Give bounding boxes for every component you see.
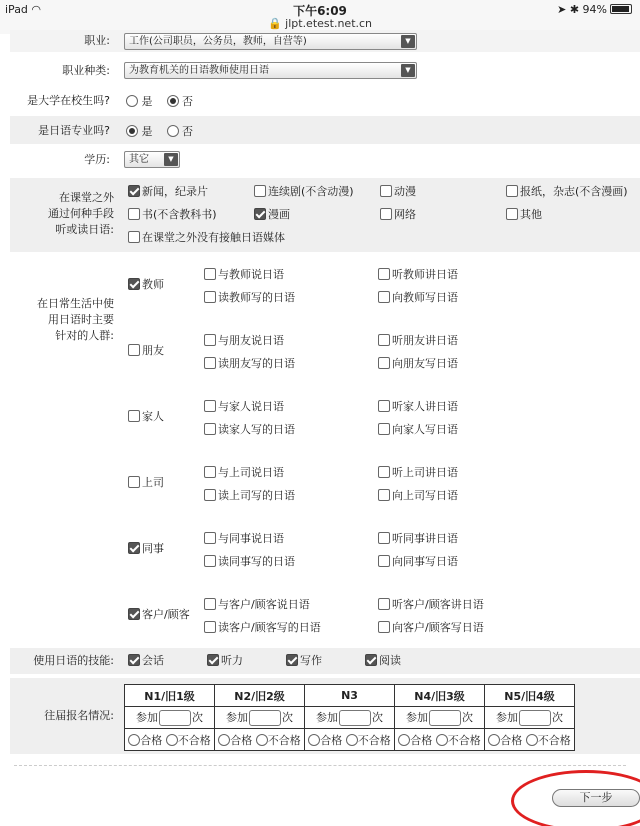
checkbox bbox=[128, 278, 140, 290]
chevron-down-icon: ▼ bbox=[401, 64, 415, 77]
occupation-type-label: 职业种类: bbox=[62, 64, 110, 77]
pass-radio[interactable] bbox=[488, 734, 500, 746]
attempt-count-input[interactable] bbox=[429, 710, 461, 726]
people-option-checkbox[interactable]: 与客户/顾客说日语 bbox=[204, 598, 310, 612]
media-option[interactable]: 动漫 bbox=[380, 185, 416, 199]
level-header: N3 bbox=[305, 685, 395, 707]
attempt-cell: 参加 次 bbox=[395, 707, 485, 729]
checkbox bbox=[506, 208, 518, 220]
pass-radio[interactable] bbox=[218, 734, 230, 746]
attempt-cell: 参加 次 bbox=[215, 707, 305, 729]
people-option-checkbox[interactable]: 听同事讲日语 bbox=[378, 532, 458, 546]
major-yes-radio[interactable] bbox=[126, 125, 138, 137]
people-row bbox=[10, 254, 640, 644]
chevron-down-icon: ▼ bbox=[164, 153, 178, 166]
attempt-count-input[interactable] bbox=[519, 710, 551, 726]
battery-icon bbox=[610, 4, 632, 14]
attempt-cell: 参加 次 bbox=[485, 707, 575, 729]
checkbox bbox=[378, 598, 390, 610]
people-group-checkbox[interactable]: 同事 bbox=[128, 542, 164, 556]
people-option-checkbox[interactable]: 读同事写的日语 bbox=[204, 555, 295, 569]
media-option[interactable]: 网络 bbox=[380, 208, 416, 222]
result-cell: 合格 不合格 bbox=[485, 729, 575, 751]
student-no-radio[interactable] bbox=[167, 95, 179, 107]
people-option-checkbox[interactable]: 读家人写的日语 bbox=[204, 423, 295, 437]
people-option-checkbox[interactable]: 读客户/顾客写的日语 bbox=[204, 621, 321, 635]
checkbox bbox=[128, 185, 140, 197]
checkbox bbox=[380, 185, 392, 197]
people-option-checkbox[interactable]: 与同事说日语 bbox=[204, 532, 284, 546]
media-row bbox=[10, 178, 640, 252]
major-label: 是日语专业吗? bbox=[38, 124, 110, 137]
people-option-checkbox[interactable]: 向教师写日语 bbox=[378, 291, 458, 305]
media-option[interactable]: 其他 bbox=[506, 208, 542, 222]
people-option-checkbox[interactable]: 听教师讲日语 bbox=[378, 268, 458, 282]
people-group-checkbox[interactable]: 上司 bbox=[128, 476, 164, 490]
result-cell: 合格 不合格 bbox=[395, 729, 485, 751]
checkbox bbox=[204, 555, 216, 567]
people-group-checkbox[interactable]: 客户/顾客 bbox=[128, 608, 190, 622]
checkbox bbox=[365, 654, 377, 666]
checkbox bbox=[378, 532, 390, 544]
people-option-checkbox[interactable]: 读上司写的日语 bbox=[204, 489, 295, 503]
student-label: 是大学在校生吗? bbox=[27, 94, 110, 107]
highlight-circle bbox=[511, 770, 640, 826]
checkbox bbox=[378, 268, 390, 280]
level-header: N2/旧2级 bbox=[215, 685, 305, 707]
pass-radio[interactable] bbox=[308, 734, 320, 746]
education-row bbox=[10, 146, 640, 174]
people-option-checkbox[interactable]: 读朋友写的日语 bbox=[204, 357, 295, 371]
people-option-checkbox[interactable]: 向客户/顾客写日语 bbox=[378, 621, 484, 635]
fail-radio[interactable] bbox=[256, 734, 268, 746]
skill-option[interactable]: 写作 bbox=[286, 654, 322, 668]
clock: 下午6:09 bbox=[293, 4, 347, 18]
people-option-checkbox[interactable]: 与教师说日语 bbox=[204, 268, 284, 282]
media-option[interactable]: 连续剧(不含动漫) bbox=[254, 185, 354, 199]
media-option[interactable]: 报纸，杂志(不含漫画) bbox=[506, 185, 628, 199]
checkbox bbox=[254, 208, 266, 220]
skill-option[interactable]: 会话 bbox=[128, 654, 164, 668]
checkbox bbox=[204, 423, 216, 435]
people-option-checkbox[interactable]: 听家人讲日语 bbox=[378, 400, 458, 414]
fail-radio[interactable] bbox=[526, 734, 538, 746]
checkbox bbox=[128, 608, 140, 620]
checkbox bbox=[204, 532, 216, 544]
attempt-count-input[interactable] bbox=[159, 710, 191, 726]
checkbox bbox=[254, 185, 266, 197]
fail-radio[interactable] bbox=[346, 734, 358, 746]
people-group-checkbox[interactable]: 家人 bbox=[128, 410, 164, 424]
people-group-checkbox[interactable]: 教师 bbox=[128, 278, 164, 292]
status-bar bbox=[0, 0, 640, 34]
people-option-checkbox[interactable]: 向同事写日语 bbox=[378, 555, 458, 569]
people-option-checkbox[interactable]: 听上司讲日语 bbox=[378, 466, 458, 480]
address-bar[interactable]: 🔒 jlpt.etest.net.cn bbox=[267, 17, 373, 30]
checkbox bbox=[204, 400, 216, 412]
checkbox bbox=[128, 208, 140, 220]
checkbox bbox=[128, 654, 140, 666]
people-option-checkbox[interactable]: 向朋友写日语 bbox=[378, 357, 458, 371]
occupation-type-select[interactable]: 为教育机关的日语教师使用日语 ▼ bbox=[124, 62, 417, 79]
student-yes-radio[interactable] bbox=[126, 95, 138, 107]
pass-radio[interactable] bbox=[398, 734, 410, 746]
device-label: iPad ◠ bbox=[5, 3, 42, 16]
history-table bbox=[124, 684, 575, 751]
major-row: 是日语专业吗? 是 否 bbox=[10, 116, 640, 144]
skills-row bbox=[10, 648, 640, 674]
checkbox bbox=[286, 654, 298, 666]
people-option-checkbox[interactable]: 与家人说日语 bbox=[204, 400, 284, 414]
checkbox bbox=[204, 334, 216, 346]
checkbox bbox=[204, 268, 216, 280]
battery-indicator: ➤ ✱ 94% bbox=[557, 3, 632, 16]
people-option-checkbox[interactable]: 读教师写的日语 bbox=[204, 291, 295, 305]
media-option[interactable]: 在课堂之外没有接触日语媒体 bbox=[128, 231, 285, 245]
people-label: 在日常生活中使 用日语时主要 针对的人群: bbox=[37, 297, 114, 342]
level-header: N4/旧3级 bbox=[395, 685, 485, 707]
attempt-cell: 参加 次 bbox=[125, 707, 215, 729]
checkbox bbox=[128, 231, 140, 243]
checkbox bbox=[506, 185, 518, 197]
checkbox bbox=[128, 476, 140, 488]
media-option[interactable]: 新闻，纪录片 bbox=[128, 185, 208, 199]
checkbox bbox=[204, 621, 216, 633]
attempt-count-input[interactable] bbox=[339, 710, 371, 726]
skill-option[interactable]: 阅读 bbox=[365, 654, 401, 668]
checkbox bbox=[378, 489, 390, 501]
bluetooth-icon: ✱ bbox=[569, 3, 580, 16]
checkbox bbox=[380, 208, 392, 220]
checkbox bbox=[378, 466, 390, 478]
checkbox bbox=[378, 621, 390, 633]
student-row: 是大学在校生吗? 是 否 bbox=[10, 88, 640, 114]
skill-option[interactable]: 听力 bbox=[207, 654, 243, 668]
chevron-down-icon: ▼ bbox=[401, 35, 415, 48]
next-button[interactable]: 下一步 bbox=[552, 789, 640, 807]
divider bbox=[14, 765, 626, 766]
people-group-checkbox[interactable]: 朋友 bbox=[128, 344, 164, 358]
level-header: N1/旧1级 bbox=[125, 685, 215, 707]
attempt-count-input[interactable] bbox=[249, 710, 281, 726]
checkbox bbox=[204, 357, 216, 369]
checkbox bbox=[378, 334, 390, 346]
checkbox bbox=[378, 357, 390, 369]
checkbox bbox=[204, 291, 216, 303]
media-option[interactable]: 漫画 bbox=[254, 208, 290, 222]
history-label: 往届报名情况: bbox=[44, 709, 114, 722]
result-cell: 合格 不合格 bbox=[215, 729, 305, 751]
skills-label: 使用日语的技能: bbox=[33, 654, 114, 667]
checkbox bbox=[204, 466, 216, 478]
checkbox bbox=[378, 400, 390, 412]
checkbox bbox=[204, 598, 216, 610]
people-option-checkbox[interactable]: 听朋友讲日语 bbox=[378, 334, 458, 348]
checkbox bbox=[378, 291, 390, 303]
occupation-type-row bbox=[10, 56, 640, 84]
occupation-row bbox=[10, 30, 640, 52]
fail-radio[interactable] bbox=[166, 734, 178, 746]
wifi-icon: ◠ bbox=[31, 3, 42, 16]
result-cell: 合格 不合格 bbox=[305, 729, 395, 751]
checkbox bbox=[128, 542, 140, 554]
people-option-checkbox[interactable]: 与上司说日语 bbox=[204, 466, 284, 480]
checkbox bbox=[378, 423, 390, 435]
attempt-cell: 参加 次 bbox=[305, 707, 395, 729]
checkbox bbox=[128, 344, 140, 356]
education-select[interactable]: 其它 ▼ bbox=[124, 151, 180, 168]
checkbox bbox=[128, 410, 140, 422]
level-header: N5/旧4级 bbox=[485, 685, 575, 707]
people-option-checkbox[interactable]: 向家人写日语 bbox=[378, 423, 458, 437]
people-option-checkbox[interactable]: 向上司写日语 bbox=[378, 489, 458, 503]
media-label: 在课堂之外 通过何种手段 听或读日语: bbox=[48, 191, 114, 236]
people-option-checkbox[interactable]: 听客户/顾客讲日语 bbox=[378, 598, 484, 612]
education-label: 学历: bbox=[84, 153, 110, 166]
checkbox bbox=[207, 654, 219, 666]
result-cell: 合格 不合格 bbox=[125, 729, 215, 751]
fail-radio[interactable] bbox=[436, 734, 448, 746]
location-icon: ➤ bbox=[557, 3, 567, 16]
pass-radio[interactable] bbox=[128, 734, 140, 746]
occupation-select[interactable]: 工作(公司职员，公务员，教师，自营等) ▼ bbox=[124, 33, 417, 50]
media-option[interactable]: 书(不含教科书) bbox=[128, 208, 217, 222]
occupation-label: 职业: bbox=[84, 34, 110, 47]
major-no-radio[interactable] bbox=[167, 125, 179, 137]
people-option-checkbox[interactable]: 与朋友说日语 bbox=[204, 334, 284, 348]
checkbox bbox=[204, 489, 216, 501]
checkbox bbox=[378, 555, 390, 567]
